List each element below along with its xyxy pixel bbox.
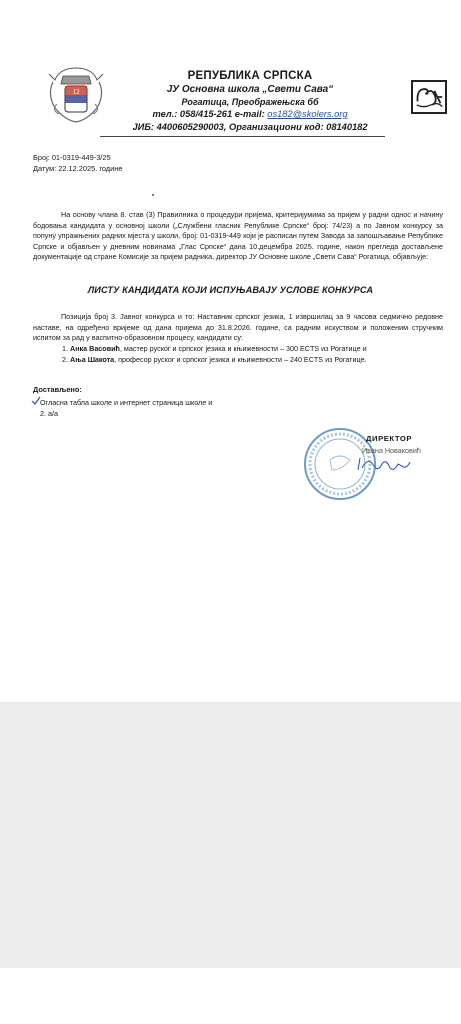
candidate-item [62,355,367,364]
document-date: Датум: 22.12.2025. године [33,164,123,173]
candidate-number: 2. [62,355,68,364]
svg-text:12: 12 [72,88,80,96]
director-name: Ивана Новаковић [362,446,421,455]
document-number: Број: 01-0319-449-3/25 [33,153,111,162]
school-logo [411,80,447,114]
candidate-item [62,344,367,353]
intro-paragraph: На основу члана 8. став (3) Правилника о процедури пријема, критеријумима за пријем у радни однос и начину бодовања кандидата у основној школи („Службени гласник Републике Српске“ број: 74/23) а по Јавном конкурсу за попуну упражњених радних мјеста у школи, број: 01-0319-449 који је расписан путем Завода за запошљавање Републике Српске и објављен у дневним новинама „Глас Српске“ дана 10.децембра 2025. године, након прегледа достављене документације од стране Комисије за пријем радника, директор ЈУ Основне школе „Свети Сава“ Рогатица, објављује: [33,210,443,262]
list-heading: ЛИСТУ КАНДИДАТА КОЈИ ИСПУЊАВАЈУ УСЛОВЕ КОНКУРСА [87,285,374,295]
delivered-label: Достављено: [33,385,82,394]
school-name: ЈУ Основна школа „Свети Сава“ [166,84,334,95]
school-address: Рогатица, Преображењска бб [181,97,319,107]
delivered-item: Огласна табла школе и интернет страница школе и [40,398,213,407]
scan-speck [152,194,154,196]
position-paragraph: Позиција број 3. Јавног конкурса и то: Наставник српског језика, 1 извршилац за 9 часова седмично редовне наставе, на одређено вријеме од дана пријема до 31.8.2026. године, са радним искуством и положеним стручним испитом за рад у васпитно-образовном процесу, кандидати су: [33,312,443,343]
director-signature [352,452,422,474]
contact-phone: тел.: 058/415-261 e-mail: [152,109,268,119]
republic-title: РЕПУБЛИКА СРПСКА [187,70,313,82]
delivered-item: 2. а/а [40,409,58,418]
email-link[interactable]: os182@skolers.org [267,109,348,119]
candidate-name: Ања Шакота [70,355,115,364]
school-ids: ЈИБ: 4400605290003, Организациони код: 08140182 [132,122,368,132]
school-contact [100,109,400,119]
candidate-name: Анка Васовић [70,344,120,353]
bottom-strip [0,968,461,1024]
candidate-details: , мастер руског и српског језика и књижевности – 300 ECTS из Рогатице и [119,344,367,353]
director-title: ДИРЕКТОР [366,434,413,443]
candidate-details: , професор руског и српског језика и књижевности – 240 ECTS из Рогатице. [114,355,367,364]
header-divider [100,136,385,137]
candidate-number: 1. [62,344,68,353]
